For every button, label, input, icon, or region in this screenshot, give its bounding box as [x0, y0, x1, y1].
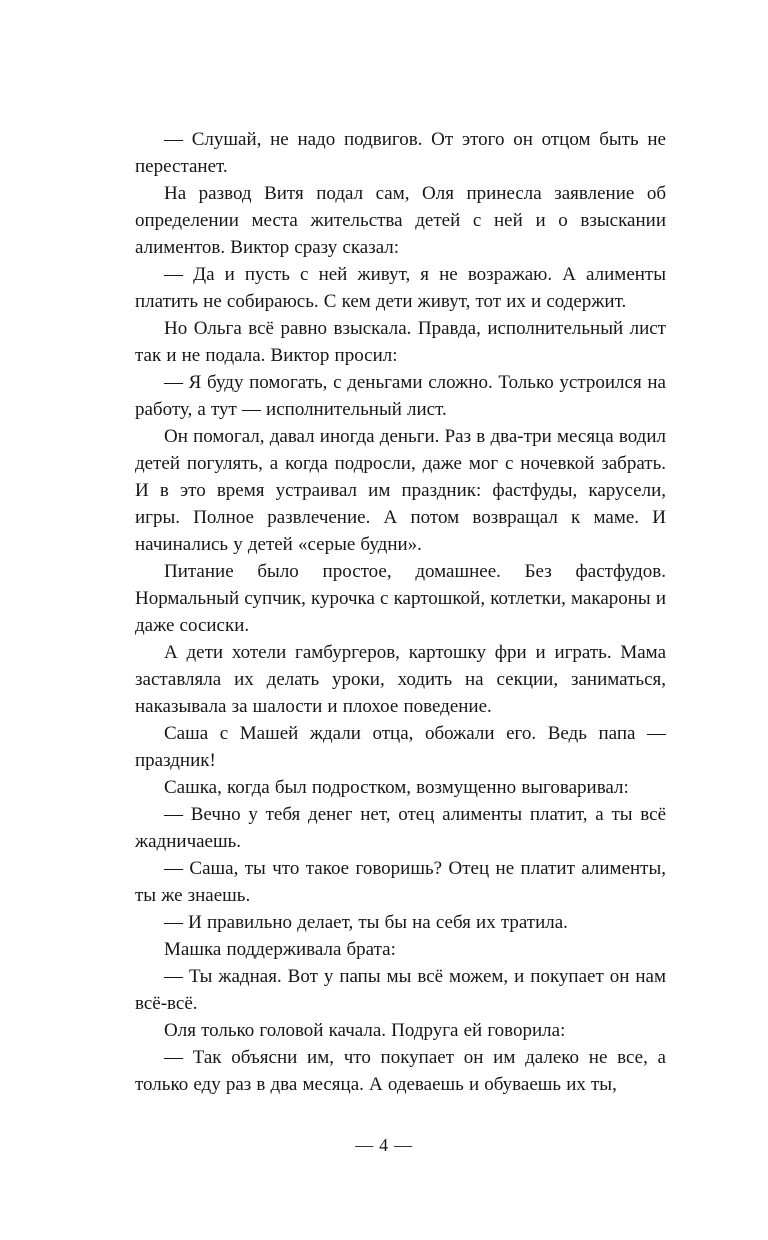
paragraph: — Вечно у тебя денег нет, отец алименты платит, а ты всё жадничаешь. — [135, 804, 666, 852]
paragraph: Он помогал, давал иногда деньги. Раз в два-три месяца водил детей погулять, а когда подросли, даже мог с ночевкой забрать. И в это время устраивал им праздник: фастфуды, карусели, игры. Полное развлечение. А потом возвращал к маме. И начинались у детей «серые будни». — [135, 426, 666, 555]
paragraph: На развод Витя подал сам, Оля принесла заявление об определении места жительства детей с ней и о взыскании алиментов. Виктор сразу сказал: — [135, 183, 666, 258]
paragraph: — Так объясни им, что покупает он им далеко не все, а только еду раз в два месяца. А одеваешь и обуваешь их ты, — [135, 1047, 666, 1095]
text-block — [135, 126, 666, 1098]
paragraph: — И правильно делает, ты бы на себя их тратила. — [164, 912, 568, 933]
paragraph: — Слушай, не надо подвигов. От этого он отцом быть не перестанет. — [135, 129, 666, 177]
paragraph: Оля только головой качала. Подруга ей говорила: — [164, 1020, 566, 1041]
paragraph: — Саша, ты что такое говоришь? Отец не платит алименты, ты же знаешь. — [135, 858, 666, 906]
paragraph: Машка поддерживала брата: — [164, 939, 396, 960]
paragraph: А дети хотели гамбургеров, картошку фри и играть. Мама заставляла их делать уроки, ходить на секции, заниматься, наказывала за шалости и плохое поведение. — [135, 642, 666, 717]
paragraph: Сашка, когда был подростком, возмущенно выговаривал: — [164, 777, 629, 798]
paragraph: — Ты жадная. Вот у папы мы всё можем, и покупает он нам всё-всё. — [135, 966, 666, 1014]
page-number: — 4 — — [355, 1135, 413, 1155]
paragraph: — Да и пусть с ней живут, я не возражаю. А алименты платить не собираюсь. С кем дети живут, тот их и содержит. — [135, 264, 666, 312]
paragraph: Питание было простое, домашнее. Без фастфудов. Нормальный супчик, курочка с картошкой, котлетки, макароны и даже сосиски. — [135, 561, 666, 636]
paragraph: Но Ольга всё равно взыскала. Правда, исполнительный лист так и не подала. Виктор просил: — [135, 318, 666, 366]
paragraph: Саша с Машей ждали отца, обожали его. Ведь папа — праздник! — [135, 723, 666, 771]
paragraph: — Я буду помогать, с деньгами сложно. Только устроился на работу, а тут — исполнительный лист. — [135, 372, 666, 420]
